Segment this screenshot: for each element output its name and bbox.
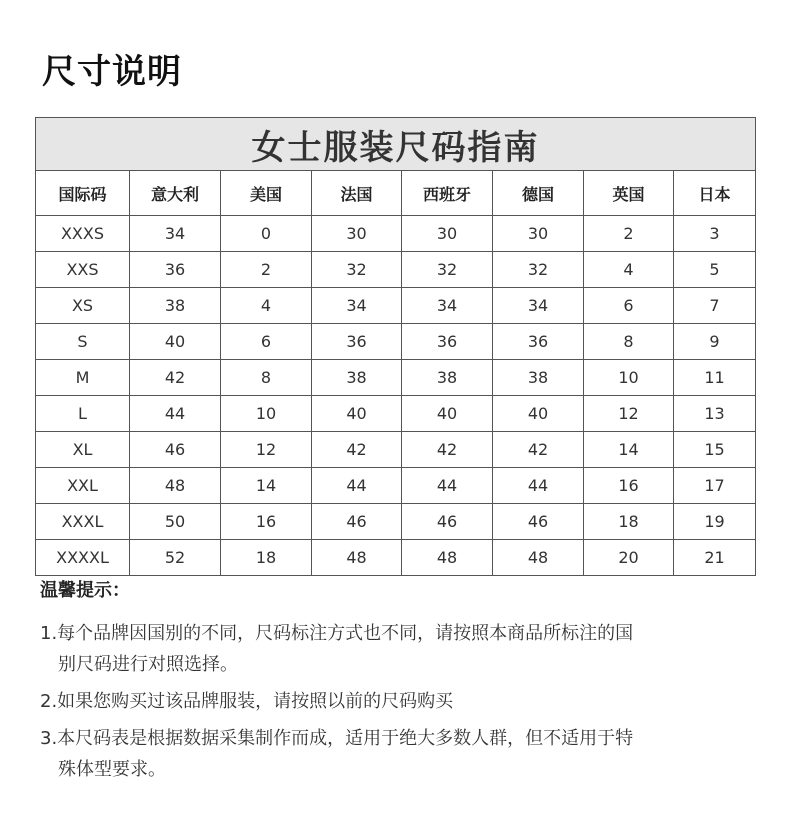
size-value-cell: 9 — [674, 324, 756, 360]
size-value-cell: 21 — [674, 540, 756, 576]
size-value-cell: 19 — [674, 504, 756, 540]
size-value-cell: 14 — [221, 468, 312, 504]
size-value-cell: 44 — [130, 396, 221, 432]
size-label-cell: XS — [36, 288, 130, 324]
size-value-cell: 8 — [221, 360, 312, 396]
size-value-cell: 38 — [402, 360, 493, 396]
size-label-cell: M — [36, 360, 130, 396]
table-row — [36, 504, 756, 540]
size-value-cell: 34 — [493, 288, 584, 324]
size-value-cell: 46 — [493, 504, 584, 540]
size-value-cell: 30 — [402, 216, 493, 252]
table-row — [36, 396, 756, 432]
table-row — [36, 360, 756, 396]
tip-line: 2.如果您购买过该品牌服装，请按照以前的尺码购买 — [40, 691, 454, 712]
size-label-cell: XL — [36, 432, 130, 468]
size-value-cell: 46 — [402, 504, 493, 540]
size-value-cell: 11 — [674, 360, 756, 396]
tip-line: 别尺码进行对照选择。 — [58, 654, 238, 675]
size-value-cell: 44 — [493, 468, 584, 504]
size-value-cell: 44 — [312, 468, 402, 504]
page-title: 尺寸说明 — [42, 52, 182, 92]
size-value-cell: 42 — [402, 432, 493, 468]
column-header: 国际码 — [36, 171, 130, 216]
size-value-cell: 3 — [674, 216, 756, 252]
tip-line: 1.每个品牌因国别的不同，尺码标注方式也不同，请按照本商品所标注的国 — [40, 623, 634, 644]
table-row — [36, 324, 756, 360]
size-label-cell: XXXXL — [36, 540, 130, 576]
size-value-cell: 48 — [312, 540, 402, 576]
size-value-cell: 32 — [312, 252, 402, 288]
size-value-cell: 46 — [312, 504, 402, 540]
tip-item — [40, 618, 760, 680]
size-value-cell: 16 — [221, 504, 312, 540]
size-label-cell: L — [36, 396, 130, 432]
table-row — [36, 216, 756, 252]
tips-title: 温馨提示： — [40, 580, 130, 601]
table-row — [36, 252, 756, 288]
table-row — [36, 540, 756, 576]
table-title-row — [36, 118, 756, 171]
size-value-cell: 46 — [130, 432, 221, 468]
size-value-cell: 7 — [674, 288, 756, 324]
size-value-cell: 40 — [312, 396, 402, 432]
size-value-cell: 48 — [402, 540, 493, 576]
size-value-cell: 34 — [130, 216, 221, 252]
column-header: 意大利 — [130, 171, 221, 216]
size-value-cell: 10 — [221, 396, 312, 432]
tips-section — [40, 578, 760, 791]
size-value-cell: 32 — [402, 252, 493, 288]
column-header: 英国 — [584, 171, 674, 216]
table-row — [36, 432, 756, 468]
size-value-cell: 36 — [493, 324, 584, 360]
size-value-cell: 16 — [584, 468, 674, 504]
size-value-cell: 12 — [584, 396, 674, 432]
size-label-cell: XXXL — [36, 504, 130, 540]
size-value-cell: 0 — [221, 216, 312, 252]
size-value-cell: 4 — [584, 252, 674, 288]
size-value-cell: 30 — [312, 216, 402, 252]
size-value-cell: 17 — [674, 468, 756, 504]
size-value-cell: 50 — [130, 504, 221, 540]
size-value-cell: 38 — [493, 360, 584, 396]
size-value-cell: 32 — [493, 252, 584, 288]
size-value-cell: 2 — [221, 252, 312, 288]
size-value-cell: 12 — [221, 432, 312, 468]
size-value-cell: 5 — [674, 252, 756, 288]
tip-item — [40, 723, 760, 785]
size-value-cell: 42 — [130, 360, 221, 396]
size-value-cell: 52 — [130, 540, 221, 576]
size-label-cell: S — [36, 324, 130, 360]
size-value-cell: 48 — [130, 468, 221, 504]
size-value-cell: 38 — [130, 288, 221, 324]
size-value-cell: 36 — [312, 324, 402, 360]
size-label-cell: XXXS — [36, 216, 130, 252]
size-label-cell: XXL — [36, 468, 130, 504]
table-row — [36, 468, 756, 504]
column-header: 日本 — [674, 171, 756, 216]
size-value-cell: 6 — [221, 324, 312, 360]
tip-line: 3.本尺码表是根据数据采集制作而成，适用于绝大多数人群，但不适用于特 — [40, 728, 634, 749]
size-value-cell: 34 — [312, 288, 402, 324]
column-header: 法国 — [312, 171, 402, 216]
size-value-cell: 20 — [584, 540, 674, 576]
tip-item — [40, 686, 760, 717]
size-label-cell: XXS — [36, 252, 130, 288]
size-value-cell: 2 — [584, 216, 674, 252]
size-value-cell: 8 — [584, 324, 674, 360]
size-value-cell: 10 — [584, 360, 674, 396]
size-value-cell: 48 — [493, 540, 584, 576]
size-value-cell: 42 — [312, 432, 402, 468]
size-value-cell: 36 — [130, 252, 221, 288]
size-value-cell: 36 — [402, 324, 493, 360]
column-header: 德国 — [493, 171, 584, 216]
size-value-cell: 34 — [402, 288, 493, 324]
size-value-cell: 13 — [674, 396, 756, 432]
table-row — [36, 288, 756, 324]
tip-line: 殊体型要求。 — [58, 759, 166, 780]
size-value-cell: 30 — [493, 216, 584, 252]
column-header: 西班牙 — [402, 171, 493, 216]
size-value-cell: 40 — [130, 324, 221, 360]
size-value-cell: 6 — [584, 288, 674, 324]
size-value-cell: 14 — [584, 432, 674, 468]
size-value-cell: 18 — [221, 540, 312, 576]
size-value-cell: 38 — [312, 360, 402, 396]
size-value-cell: 40 — [493, 396, 584, 432]
size-value-cell: 40 — [402, 396, 493, 432]
size-chart-table — [35, 117, 756, 576]
table-header-row — [36, 171, 756, 216]
column-header: 美国 — [221, 171, 312, 216]
size-value-cell: 4 — [221, 288, 312, 324]
size-value-cell: 44 — [402, 468, 493, 504]
table-title: 女士服装尺码指南 — [36, 118, 756, 171]
size-value-cell: 42 — [493, 432, 584, 468]
size-value-cell: 18 — [584, 504, 674, 540]
size-value-cell: 15 — [674, 432, 756, 468]
